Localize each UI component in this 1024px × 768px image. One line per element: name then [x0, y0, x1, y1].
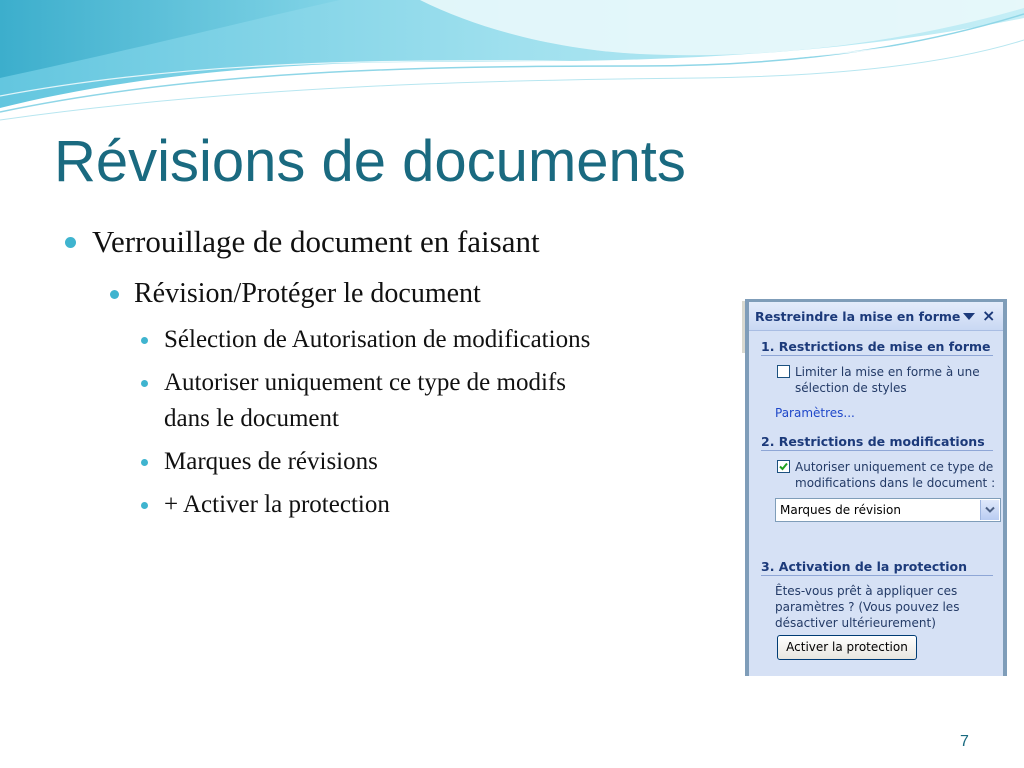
pane-title: Restreindre la mise en forme	[755, 309, 961, 324]
wave-decoration	[0, 0, 1024, 140]
bullet-dot-icon	[141, 337, 148, 344]
select-value: Marques de révision	[780, 503, 901, 517]
bullet-dot-icon	[141, 502, 148, 509]
bullet-text: Marques de révisions	[164, 448, 378, 475]
section-divider	[761, 575, 993, 576]
bullet-text: Révision/Protéger le document	[134, 278, 481, 309]
slide-title: Révisions de documents	[54, 129, 686, 194]
bullet-text: Sélection de Autorisation de modifications	[164, 326, 591, 353]
dropdown-arrow-icon[interactable]	[963, 313, 975, 320]
bullet-text: + Activer la protection	[164, 491, 390, 518]
checkbox-label: Autoriser uniquement ce type de modifications dans le document :	[795, 460, 996, 490]
bullet-text: Verrouillage de document en faisant	[92, 224, 540, 259]
bullet-dot-icon	[141, 459, 148, 466]
checkmark-icon	[778, 461, 789, 472]
chevron-down-icon[interactable]	[980, 500, 999, 520]
page-number: 7	[960, 733, 969, 750]
bullet-level3	[164, 366, 566, 400]
bullet-dot-icon	[110, 290, 119, 299]
bullet-level1	[92, 224, 540, 260]
limit-formatting-checkbox[interactable]	[777, 365, 790, 378]
bullet-level2	[134, 278, 481, 310]
activate-protection-button[interactable]: Activer la protection	[777, 635, 917, 660]
section-title-editing: 2. Restrictions de modifications	[761, 434, 985, 449]
checkbox-label: Limiter la mise en forme à une sélection de styles	[795, 365, 980, 395]
bullet-text: Autoriser uniquement ce type de modifs	[164, 369, 566, 396]
bullet-level3	[164, 323, 590, 357]
editing-type-select[interactable]	[775, 498, 1001, 522]
bullet-level3-continuation	[164, 402, 339, 436]
section-divider	[761, 450, 993, 451]
section-title-protection: 3. Activation de la protection	[761, 559, 967, 574]
protection-description: Êtes-vous prêt à appliquer ces paramètres ? (Vous pouvez les désactiver ultérieurement)	[775, 584, 960, 630]
bullet-level3	[164, 445, 378, 479]
task-pane	[749, 302, 1003, 676]
bullet-level3	[164, 488, 390, 522]
close-icon[interactable]: ×	[982, 306, 996, 325]
settings-link[interactable]: Paramètres...	[775, 406, 855, 420]
section-divider	[761, 355, 993, 356]
bullet-dot-icon	[65, 237, 76, 248]
bullet-text: dans le document	[164, 405, 339, 432]
bullet-dot-icon	[141, 380, 148, 387]
allow-editing-checkbox[interactable]	[777, 460, 790, 473]
section-title-formatting: 1. Restrictions de mise en forme	[761, 339, 991, 354]
task-pane-screenshot	[745, 299, 1007, 676]
pane-header	[749, 302, 1003, 331]
